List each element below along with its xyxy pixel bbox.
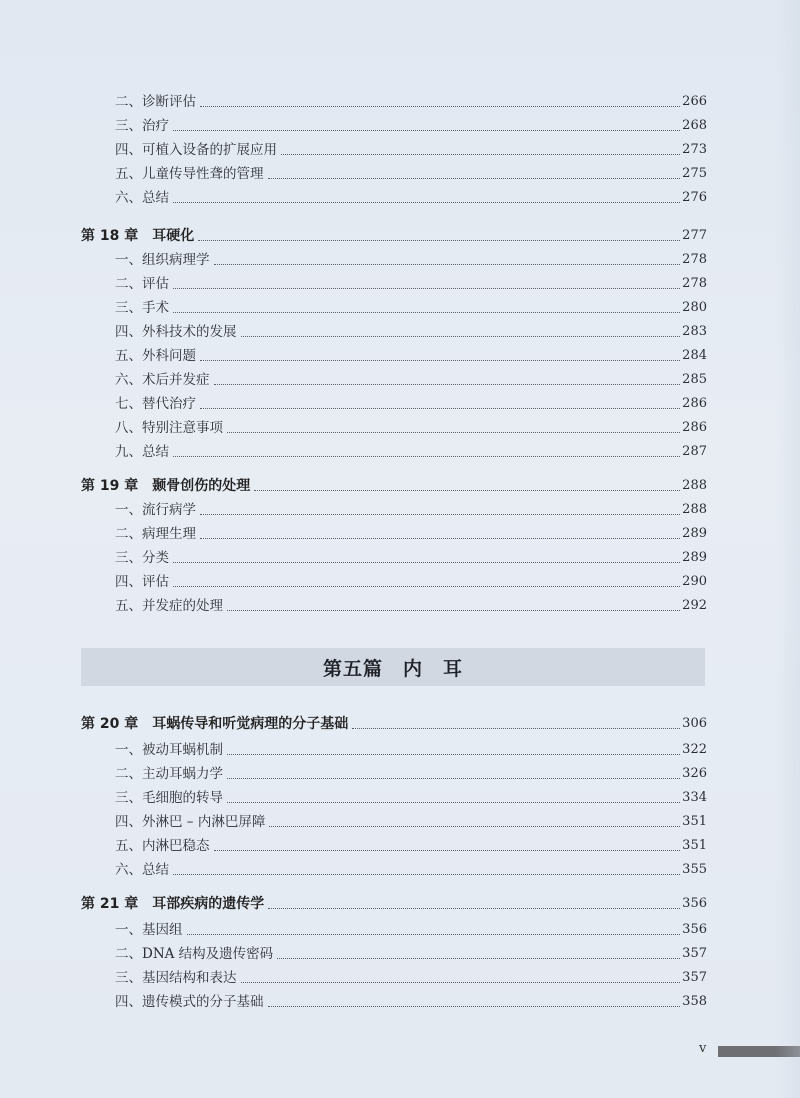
toc-section-entry [115,571,707,593]
toc-entry-title: 二、DNA 结构及遗传密码 [115,946,274,962]
toc-entry-page: 273 [682,142,707,157]
toc-entry-page: 326 [682,766,707,781]
toc-entry-page: 357 [682,946,707,961]
dot-leader [268,1005,681,1007]
dot-leader [227,777,680,779]
toc-entry-page: 283 [682,324,707,339]
toc-section-entry [115,547,707,569]
dot-leader [227,609,680,611]
toc-entry-title: 三、毛细胞的转导 [115,790,223,806]
toc-entry-page: 355 [682,862,707,877]
toc-section-entry [115,249,707,271]
part-banner-title: 第五篇 内 耳 [322,657,463,680]
toc-section-entry [115,835,707,857]
dot-leader [173,287,680,289]
toc-entry-title: 五、儿童传导性聋的管理 [115,166,264,182]
toc-entry-page: 334 [682,790,707,805]
dot-leader [198,239,680,241]
toc-entry-page: 289 [682,550,707,565]
toc-section-entry [115,139,707,161]
toc-section-entry [115,345,707,367]
toc-entry-title: 五、并发症的处理 [115,598,223,614]
toc-entry-title: 第 21 章 耳部疾病的遗传学 [81,896,265,912]
toc-entry-page: 276 [682,190,707,205]
toc-entry-page: 306 [682,716,707,731]
toc-entry-title: 第 20 章 耳蜗传导和听觉病理的分子基础 [81,716,349,732]
toc-entry-page: 284 [682,348,707,363]
toc-entry-title: 四、遗传模式的分子基础 [115,994,264,1010]
toc-entry-title: 三、基因结构和表达 [115,970,237,986]
toc-chapter-entry [81,225,707,247]
toc-section-entry [115,393,707,415]
toc-entry-title: 二、病理生理 [115,526,196,542]
dot-leader [241,981,681,983]
toc-entry-page: 322 [682,742,707,757]
toc-section-entry [115,943,707,965]
toc-entry-title: 六、总结 [115,190,169,206]
dot-leader [227,753,680,755]
toc-entry-title: 二、评估 [115,276,169,292]
dot-leader [268,177,681,179]
toc-entry-title: 四、评估 [115,574,169,590]
toc-entry-page: 278 [682,252,707,267]
dot-leader [173,585,680,587]
toc-section-entry [115,523,707,545]
toc-entry-title: 第 18 章 耳硬化 [81,228,195,244]
toc-section-entry [115,859,707,881]
toc-chapter-entry [81,713,707,735]
dot-leader [352,727,680,729]
toc-entry-title: 一、被动耳蜗机制 [115,742,223,758]
toc-entry-page: 278 [682,276,707,291]
toc-entry-title: 一、基因组 [115,922,183,938]
toc-entry-title: 二、诊断评估 [115,94,196,110]
toc-section-entry [115,763,707,785]
toc-entry-page: 351 [682,838,707,853]
toc-chapter-entry [81,893,707,915]
toc-entry-page: 351 [682,814,707,829]
toc-entry-title: 三、手术 [115,300,169,316]
toc-entry-title: 四、可植入设备的扩展应用 [115,142,277,158]
toc-entry-page: 358 [682,994,707,1009]
dot-leader [200,407,680,409]
toc-entry-page: 287 [682,444,707,459]
toc-entry-page: 289 [682,526,707,541]
toc-entry-page: 285 [682,372,707,387]
toc-entry-page: 286 [682,420,707,435]
dot-leader [214,849,681,851]
dot-leader [268,907,680,909]
dot-leader [277,957,680,959]
toc-entry-page: 280 [682,300,707,315]
toc-entry-page: 286 [682,396,707,411]
toc-entry-page: 290 [682,574,707,589]
toc-entry-title: 八、特别注意事项 [115,420,223,436]
toc-entry-title: 七、替代治疗 [115,396,196,412]
dot-leader [200,359,680,361]
dot-leader [214,263,681,265]
toc-section-entry [115,991,707,1013]
toc-entry-title: 一、流行病学 [115,502,196,518]
toc-section-entry [115,297,707,319]
toc-entry-page: 277 [682,228,707,243]
toc-entry-title: 一、组织病理学 [115,252,210,268]
dot-leader [173,129,680,131]
dot-leader [173,561,680,563]
toc-chapter-entry [81,475,707,497]
dot-leader [187,933,681,935]
dot-leader [200,513,680,515]
dot-leader [214,383,681,385]
toc-entry-title: 第 19 章 颞骨创伤的处理 [81,478,251,494]
dot-leader [200,105,680,107]
page-number: v [699,1041,707,1056]
toc-entry-title: 九、总结 [115,444,169,460]
toc-section-entry [115,417,707,439]
dot-leader [227,801,680,803]
toc-entry-page: 356 [682,896,707,911]
toc-section-entry [115,163,707,185]
toc-section-entry [115,739,707,761]
toc-entry-page: 275 [682,166,707,181]
toc-section-entry [115,441,707,463]
toc-entry-title: 五、内淋巴稳态 [115,838,210,854]
toc-section-entry [115,787,707,809]
dot-leader [173,455,680,457]
toc-section-entry [115,91,707,113]
toc-section-entry [115,115,707,137]
toc-section-entry [115,321,707,343]
toc-section-entry [115,369,707,391]
toc-entry-page: 288 [682,478,707,493]
toc-entry-title: 六、总结 [115,862,169,878]
toc-section-entry [115,811,707,833]
toc-entry-page: 288 [682,502,707,517]
toc-entry-page: 292 [682,598,707,613]
toc-section-entry [115,595,707,617]
toc-entry-page: 356 [682,922,707,937]
toc-entry-title: 三、分类 [115,550,169,566]
toc-entry-page: 357 [682,970,707,985]
toc-entry-title: 四、外淋巴 – 内淋巴屏障 [115,814,266,830]
dot-leader [241,335,681,337]
dot-leader [173,311,680,313]
toc-entry-title: 四、外科技术的发展 [115,324,237,340]
page-shadow [776,0,800,1098]
toc-entry-page: 268 [682,118,707,133]
toc-entry-page: 266 [682,94,707,109]
dot-leader [269,825,680,827]
dot-leader [254,489,680,491]
toc-section-entry [115,273,707,295]
toc-entry-title: 三、治疗 [115,118,169,134]
toc-entry-title: 二、主动耳蜗力学 [115,766,223,782]
toc-entry-title: 六、术后并发症 [115,372,210,388]
toc-section-entry [115,187,707,209]
dot-leader [173,201,680,203]
dot-leader [227,431,680,433]
part-banner [81,648,705,686]
toc-section-entry [115,967,707,989]
toc-section-entry [115,919,707,941]
toc-section-entry [115,499,707,521]
toc-entry-title: 五、外科问题 [115,348,196,364]
dot-leader [200,537,680,539]
dot-leader [281,153,680,155]
dot-leader [173,873,680,875]
